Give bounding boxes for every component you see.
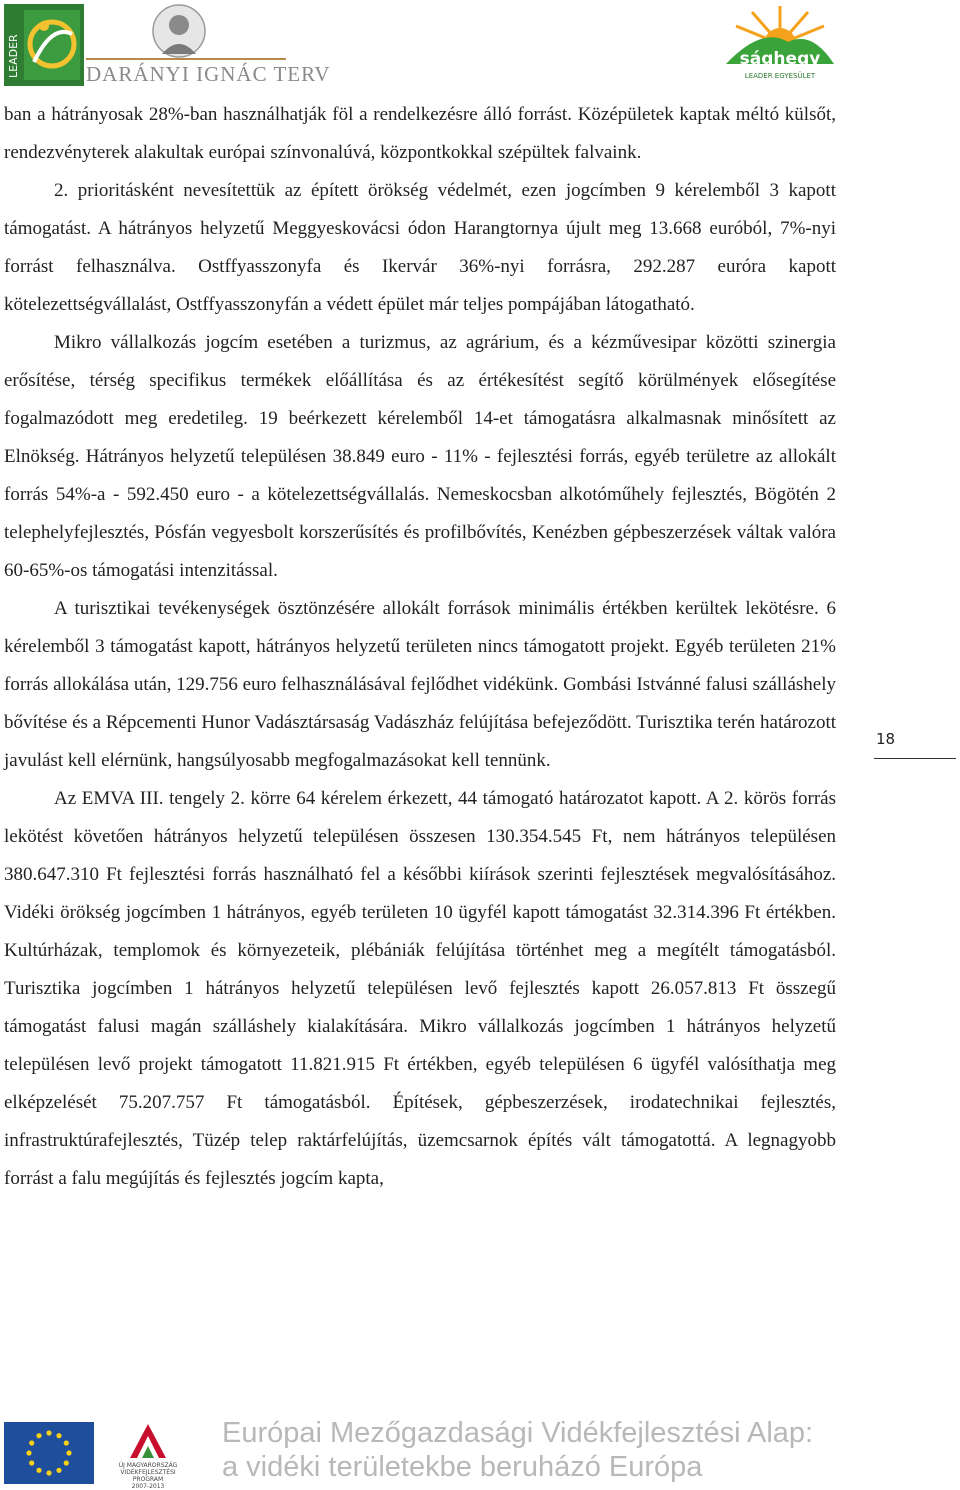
leader-logo <box>4 4 84 86</box>
eu-star-icon <box>26 1450 31 1455</box>
footer-slogan <box>222 1416 813 1484</box>
eu-flag-icon <box>4 1422 94 1484</box>
umvp-subtitle: VIDÉKFEJLESZTÉSI PROGRAM <box>120 1469 176 1483</box>
eu-star-icon <box>29 1460 34 1465</box>
daranyi-portrait-icon <box>150 4 208 58</box>
footer-slogan-line2: a vidéki területekbe beruházó Európa <box>222 1451 703 1483</box>
eu-star-icon <box>56 1468 61 1473</box>
eu-star-icon <box>46 1430 51 1435</box>
eu-star-icon <box>29 1440 34 1445</box>
saghegy-logo-name: sághegy <box>739 49 821 69</box>
paragraph-micro-enterprise: Mikro vállalkozás jogcím esetében a turizmus, az agrárium, és a kézművesipar közötti szinergia erősítése, térség specifikus termékek előállítása és az értékesítést segítő körülmények elősegítése fogalmazódott meg eredetileg. 19 beérkezett kérelemből 14-et támogatásra alkalmasnak minősített az Elnökség. Hátrányos helyzetű településen 38.849 euro - 11% - fejlesztési forrás, egyéb területre az allokált forrás 54%-a - 592.450 euro - a kötelezettségvállalás. Nemeskocsban alkotóműhely fejlesztés, Bögötén 2 telephelyfejlesztés, Pósfán vegyesbolt korszerűsítés és profilbővítés, Kenézben gépbeszerzések váltak valóra 60-65%-os támogatási intenzitással. <box>4 332 836 581</box>
eu-star-icon <box>46 1470 51 1475</box>
leader-logo-label: LEADER <box>7 34 20 78</box>
paragraph-emva-axis: Az EMVA III. tengely 2. körre 64 kérelem érkezett, 44 támogató határozatot kapott. A 2. körös forrás lekötést követően hátrányos helyzetű településen összesen 130.354.545 Ft, nem hátrányos településen 380.647.310 Ft fejlesztési forrás használható fel a későbbi kiírások szerinti fejlesztések megvalósításához. Vidéki örökség jogcímben 1 hátrányos, egyéb területen 10 ügyfél kapott támogatást 32.314.396 Ft értékben. Kultúrházak, templomok és környezeteik, plébániák felújítása történhet meg a megítélt támogatásból. Turisztika jogcímben 1 hátrányos helyzetű településen levő fejlesztés kapott 26.057.813 Ft összegű támogatást falusi magán szálláshely kialakítására. Mikro vállalkozás jogcímben 1 hátrányos helyzetű településen levő projekt támogatott 11.821.915 Ft értékben, egyéb településen 6 ügyfél valósíthatja meg elképzelését 75.207.757 Ft támogatásból. Építések, gépbeszerzések, irodatechnikai fejlesztés, infrastruktúrafejlesztés, Tüzép telep raktárfelújítás, üzemcsarnok építés vált támogatottá. A legnagyobb forrást a falu megújítás és fejlesztés jogcím kapta, <box>4 788 836 1189</box>
daranyi-logo-caption: DARÁNYI IGNÁC TERV <box>86 62 331 86</box>
paragraph-built-heritage: 2. prioritásként nevesítettük az épített örökség védelmét, ezen jogcímben 9 kérelemből 3 kapott támogatást. A hátrányos helyzetű Meggyeskovácsi ódon Harangtornya újult meg 13.668 euróból, 7%-nyi forrást felhasználva. Ostffyasszonyfa és Ikervár 36%-nyi forrásra, 292.287 euróra kapott kötelezettségvállalást, Ostffyasszonyfán a védett épület már teljes pompájában látogatható. <box>4 180 836 315</box>
logo-divider <box>86 58 286 60</box>
saghegy-logo <box>722 4 838 84</box>
umvp-title: ÚJ MAGYARORSZÁG <box>118 1462 178 1469</box>
eu-star-icon <box>64 1460 69 1465</box>
umvp-years: 2007-2013 <box>131 1483 165 1490</box>
umvp-emblem-icon <box>110 1418 186 1462</box>
eu-star-icon <box>36 1468 41 1473</box>
paragraph-tourism: A turisztikai tevékenységek ösztönzésére allokált források minimális értékben kerültek lekötésre. 6 kérelemből 3 támogatást kapott, hátrányos helyzetű területen nincs támogatott projekt. Egyéb területen 21% forrás allokálása után, 129.756 euro felhasználásával fejlődhet vidékünk. Gombási Istvánné falusi szálláshely bővítése és a Répcementi Hunor Vadásztársaság Vadászház felújítása befejeződött. Turisztika terén határozott javulást kell elérnünk, hangsúlyosabb megfogalmazásokat kell tennünk. <box>4 598 836 771</box>
page-number-rule <box>874 758 956 759</box>
eu-star-icon <box>64 1440 69 1445</box>
page-footer <box>0 1416 960 1490</box>
paragraph-continuation: ban a hátrányosak 28%-ban használhatják föl a rendelkezésre álló forrást. Középületek kaptak méltó külsőt, rendezvényterek alakultak európai színvonalúvá, központkokkal szépültek falvaink. <box>4 104 836 163</box>
eu-star-icon <box>36 1433 41 1438</box>
saghegy-logo-sub: LEADER EGYESÜLET <box>744 72 816 80</box>
umvp-logo <box>110 1418 186 1488</box>
eu-star-icon <box>66 1450 71 1455</box>
page-header <box>0 0 960 92</box>
document-body <box>4 96 836 1198</box>
footer-slogan-line1: Európai Mezőgazdasági Vidékfejlesztési Alap: <box>222 1417 814 1449</box>
eu-star-icon <box>56 1433 61 1438</box>
page-number: 18 <box>876 730 896 748</box>
